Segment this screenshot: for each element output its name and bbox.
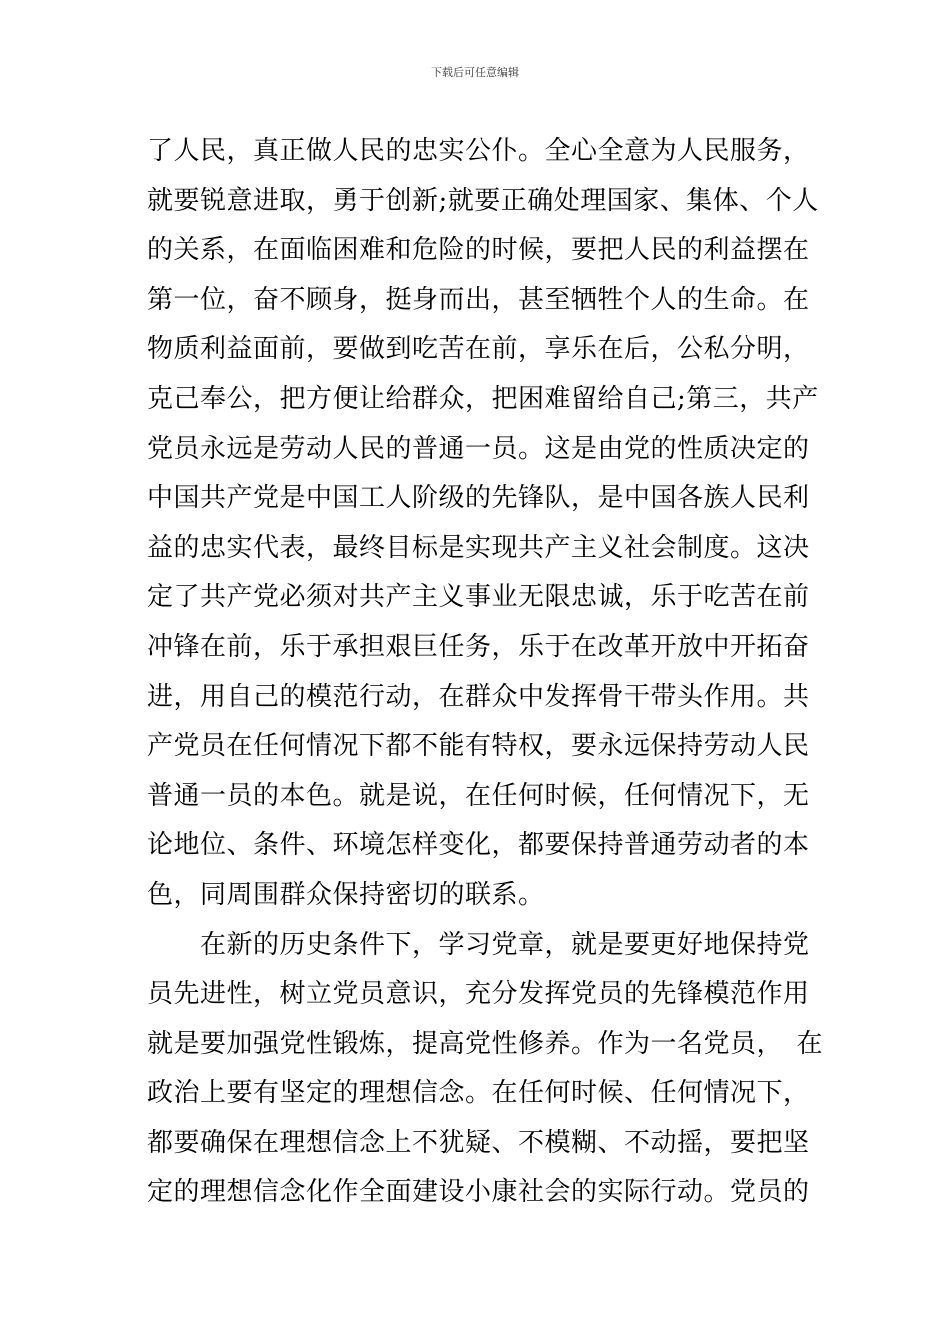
- text-line: 党员永远是劳动人民的普通一员。这是由党的性质决定的: [147, 433, 810, 464]
- text-line: 员先进性，树立党员意识，充分发挥党员的先锋模范作用: [147, 979, 810, 1010]
- text-line: 第一位，奋不顾身，挺身而出，甚至牺牲个人的生命。在: [147, 284, 810, 315]
- document-body: [147, 127, 824, 1218]
- text-line: 都要确保在理想信念上不犹疑、不模糊、不动摇，要把坚: [147, 1127, 810, 1158]
- text-line: 的关系，在面临困难和危险的时候，要把人民的利益摆在: [147, 235, 810, 266]
- text-line: 普通一员的本色。就是说，在任何时候，任何情况下，无: [147, 780, 810, 811]
- text-line: 中国共产党是中国工人阶级的先锋队，是中国各族人民利: [147, 483, 810, 514]
- text-line: 定的理想信念化作全面建设小康社会的实际行动。党员的: [147, 1177, 810, 1208]
- text-line: 在新的历史条件下，学习党章，就是要更好地保持党: [147, 929, 810, 960]
- text-line: 色，同周围群众保持密切的联系。: [147, 879, 545, 910]
- text-line: 政治上要有坚定的理想信念。在任何时候、任何情况下，: [147, 1078, 810, 1109]
- text-line: 进，用自己的模范行动，在群众中发挥骨干带头作用。共: [147, 681, 810, 712]
- text-line: 就要锐意进取，勇于创新;就要正确处理国家、集体、个人: [147, 185, 819, 216]
- text-line: 定了共产党必须对共产主义事业无限忠诚，乐于吃苦在前: [147, 582, 810, 613]
- page-header: 下载后可任意编辑: [431, 66, 519, 79]
- text-line: 克己奉公，把方便让给群众，把困难留给自己;第三，共产: [147, 383, 819, 414]
- text-line: 益的忠实代表，最终目标是实现共产主义社会制度。这决: [147, 532, 810, 563]
- text-line: 物质利益面前，要做到吃苦在前，享乐在后，公私分明，: [147, 334, 810, 365]
- text-line: 就是要加强党性锻炼，提高党性修养。作为一名党员， 在: [147, 1028, 824, 1059]
- text-line: 了人民，真正做人民的忠实公仆。全心全意为人民服务，: [147, 136, 810, 166]
- text-line: 产党员在任何情况下都不能有特权，要永远保持劳动人民: [147, 731, 810, 762]
- text-line: 论地位、条件、环境怎样变化，都要保持普通劳动者的本: [147, 830, 810, 861]
- text-line: 冲锋在前，乐于承担艰巨任务，乐于在改革开放中开拓奋: [147, 631, 810, 662]
